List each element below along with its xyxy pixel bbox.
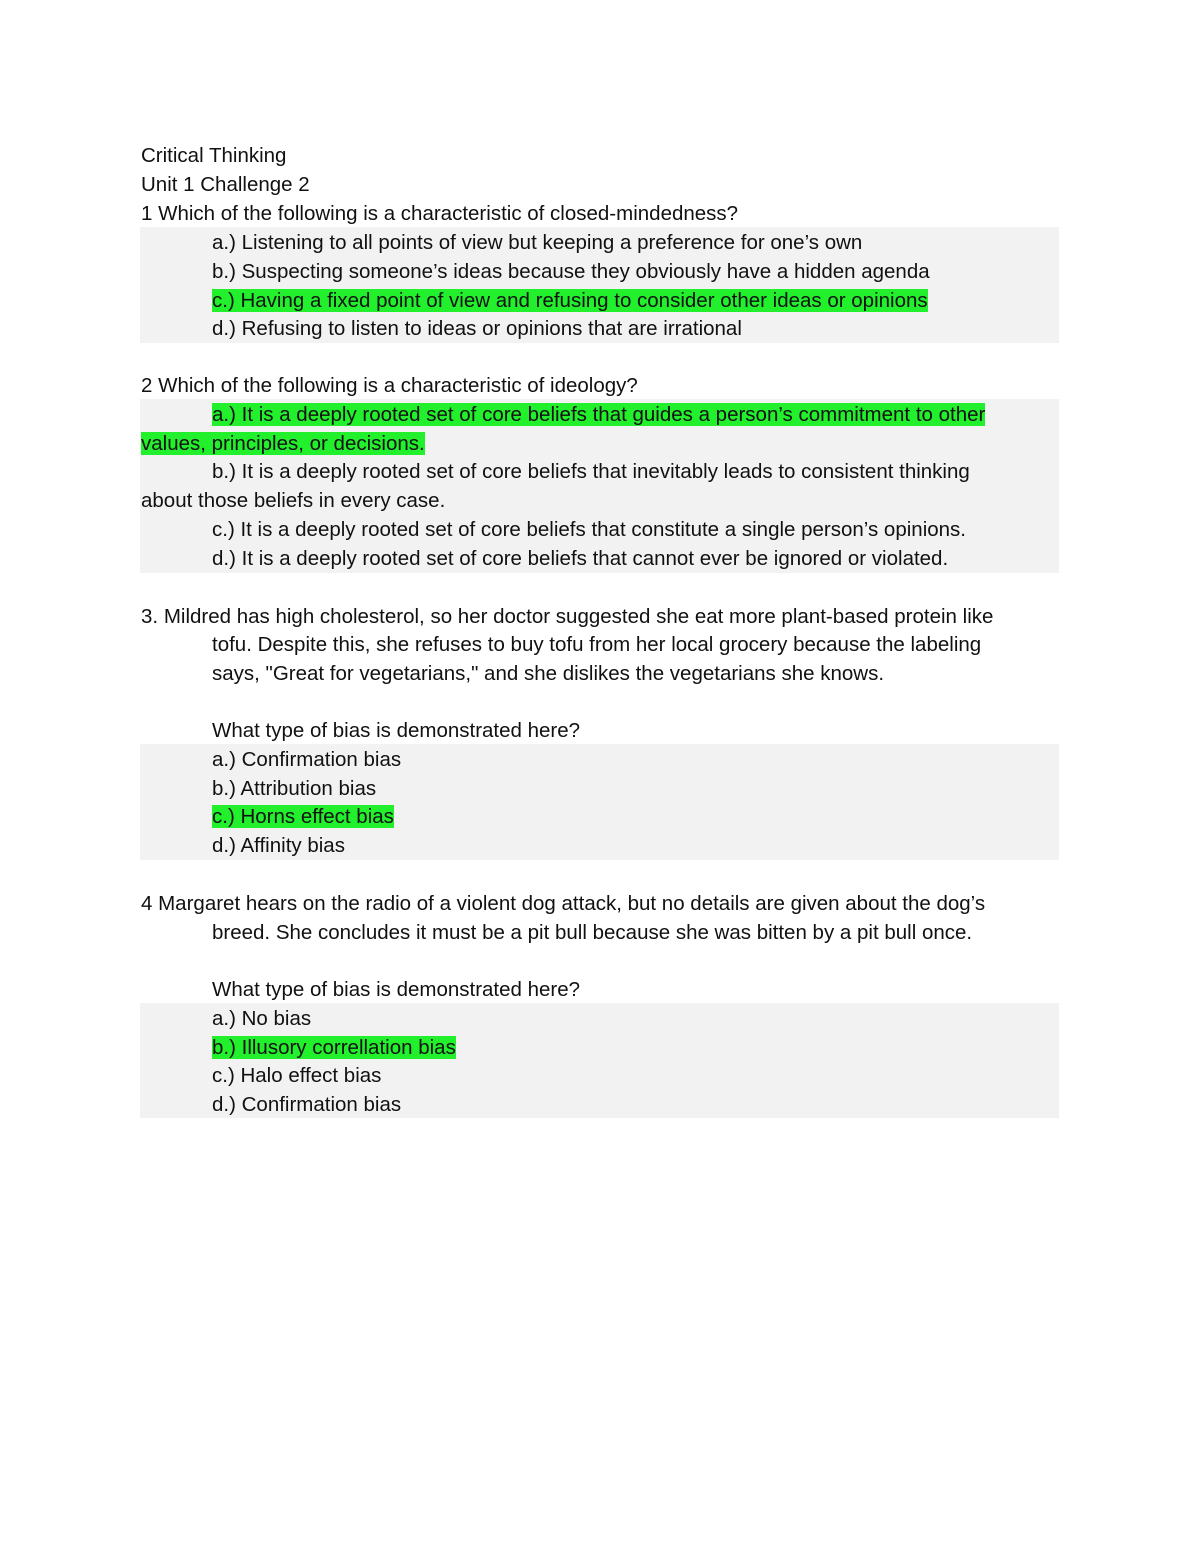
q3-option-b: b.) Attribution bias bbox=[212, 777, 377, 800]
q1-option-b: b.) Suspecting someone’s ideas because they obviously have a hidden agenda bbox=[212, 260, 930, 283]
q2-option-b-line-2: about those beliefs in every case. bbox=[141, 489, 446, 512]
q1-option-c-highlight: c.) Having a fixed point of view and refusing to consider other ideas or opinions bbox=[212, 289, 928, 312]
question-4 bbox=[141, 889, 985, 918]
q3-option-a: a.) Confirmation bias bbox=[212, 748, 402, 771]
q1-option-a: a.) Listening to all points of view but keeping a preference for one’s own bbox=[212, 231, 863, 254]
q2-option-a-highlight-2: values, principles, or decisions. bbox=[141, 432, 425, 455]
question-3-text-line-1: Mildred has high cholesterol, so her doctor suggested she eat more plant-based protein like bbox=[163, 605, 994, 628]
q4-option-a: a.) No bias bbox=[212, 1007, 312, 1030]
q3-option-c bbox=[212, 802, 394, 831]
question-3-prompt: What type of bias is demonstrated here? bbox=[212, 719, 581, 742]
question-2 bbox=[141, 371, 638, 400]
q4-option-d: d.) Confirmation bias bbox=[212, 1093, 402, 1116]
question-4-text-line-2: breed. She concludes it must be a pit bull because she was bitten by a pit bull once. bbox=[212, 921, 973, 944]
q2-option-c: c.) It is a deeply rooted set of core beliefs that constitute a single person’s opinions. bbox=[212, 518, 966, 541]
question-3-text-line-2: tofu. Despite this, she refuses to buy tofu from her local grocery because the labeling bbox=[212, 633, 982, 656]
document-title: Critical Thinking bbox=[141, 144, 287, 167]
question-1-number: 1 bbox=[141, 202, 153, 225]
question-4-number: 4 bbox=[141, 892, 153, 915]
q1-option-c bbox=[212, 286, 928, 315]
question-2-number: 2 bbox=[141, 374, 153, 397]
question-3-number: 3. bbox=[141, 605, 159, 628]
question-2-text: Which of the following is a characteristic of ideology? bbox=[158, 374, 638, 397]
q3-option-d: d.) Affinity bias bbox=[212, 834, 345, 857]
q2-option-a-highlight-1: a.) It is a deeply rooted set of core beliefs that guides a person’s commitment to other bbox=[212, 403, 986, 426]
q4-option-b-highlight: b.) Illusory correllation bias bbox=[212, 1036, 456, 1059]
question-4-prompt: What type of bias is demonstrated here? bbox=[212, 978, 581, 1001]
question-1-text: Which of the following is a characteristic of closed-mindedness? bbox=[158, 202, 739, 225]
q2-option-d: d.) It is a deeply rooted set of core beliefs that cannot ever be ignored or violated. bbox=[212, 547, 949, 570]
document-subtitle: Unit 1 Challenge 2 bbox=[141, 173, 310, 196]
q1-option-d: d.) Refusing to listen to ideas or opinions that are irrational bbox=[212, 317, 742, 340]
q4-option-c: c.) Halo effect bias bbox=[212, 1064, 382, 1087]
question-3 bbox=[141, 602, 993, 631]
q2-option-a-line-1 bbox=[212, 400, 985, 429]
q2-option-b-line-1: b.) It is a deeply rooted set of core beliefs that inevitably leads to consistent thinking bbox=[212, 460, 970, 483]
question-3-text-line-3: says, "Great for vegetarians," and she dislikes the vegetarians she knows. bbox=[212, 662, 885, 685]
question-4-text-line-1: Margaret hears on the radio of a violent dog attack, but no details are given about the dog’s bbox=[158, 892, 986, 915]
q2-option-a-line-2 bbox=[141, 429, 425, 458]
q4-option-b bbox=[212, 1033, 456, 1062]
question-1 bbox=[141, 199, 738, 228]
q3-option-c-highlight: c.) Horns effect bias bbox=[212, 805, 394, 828]
